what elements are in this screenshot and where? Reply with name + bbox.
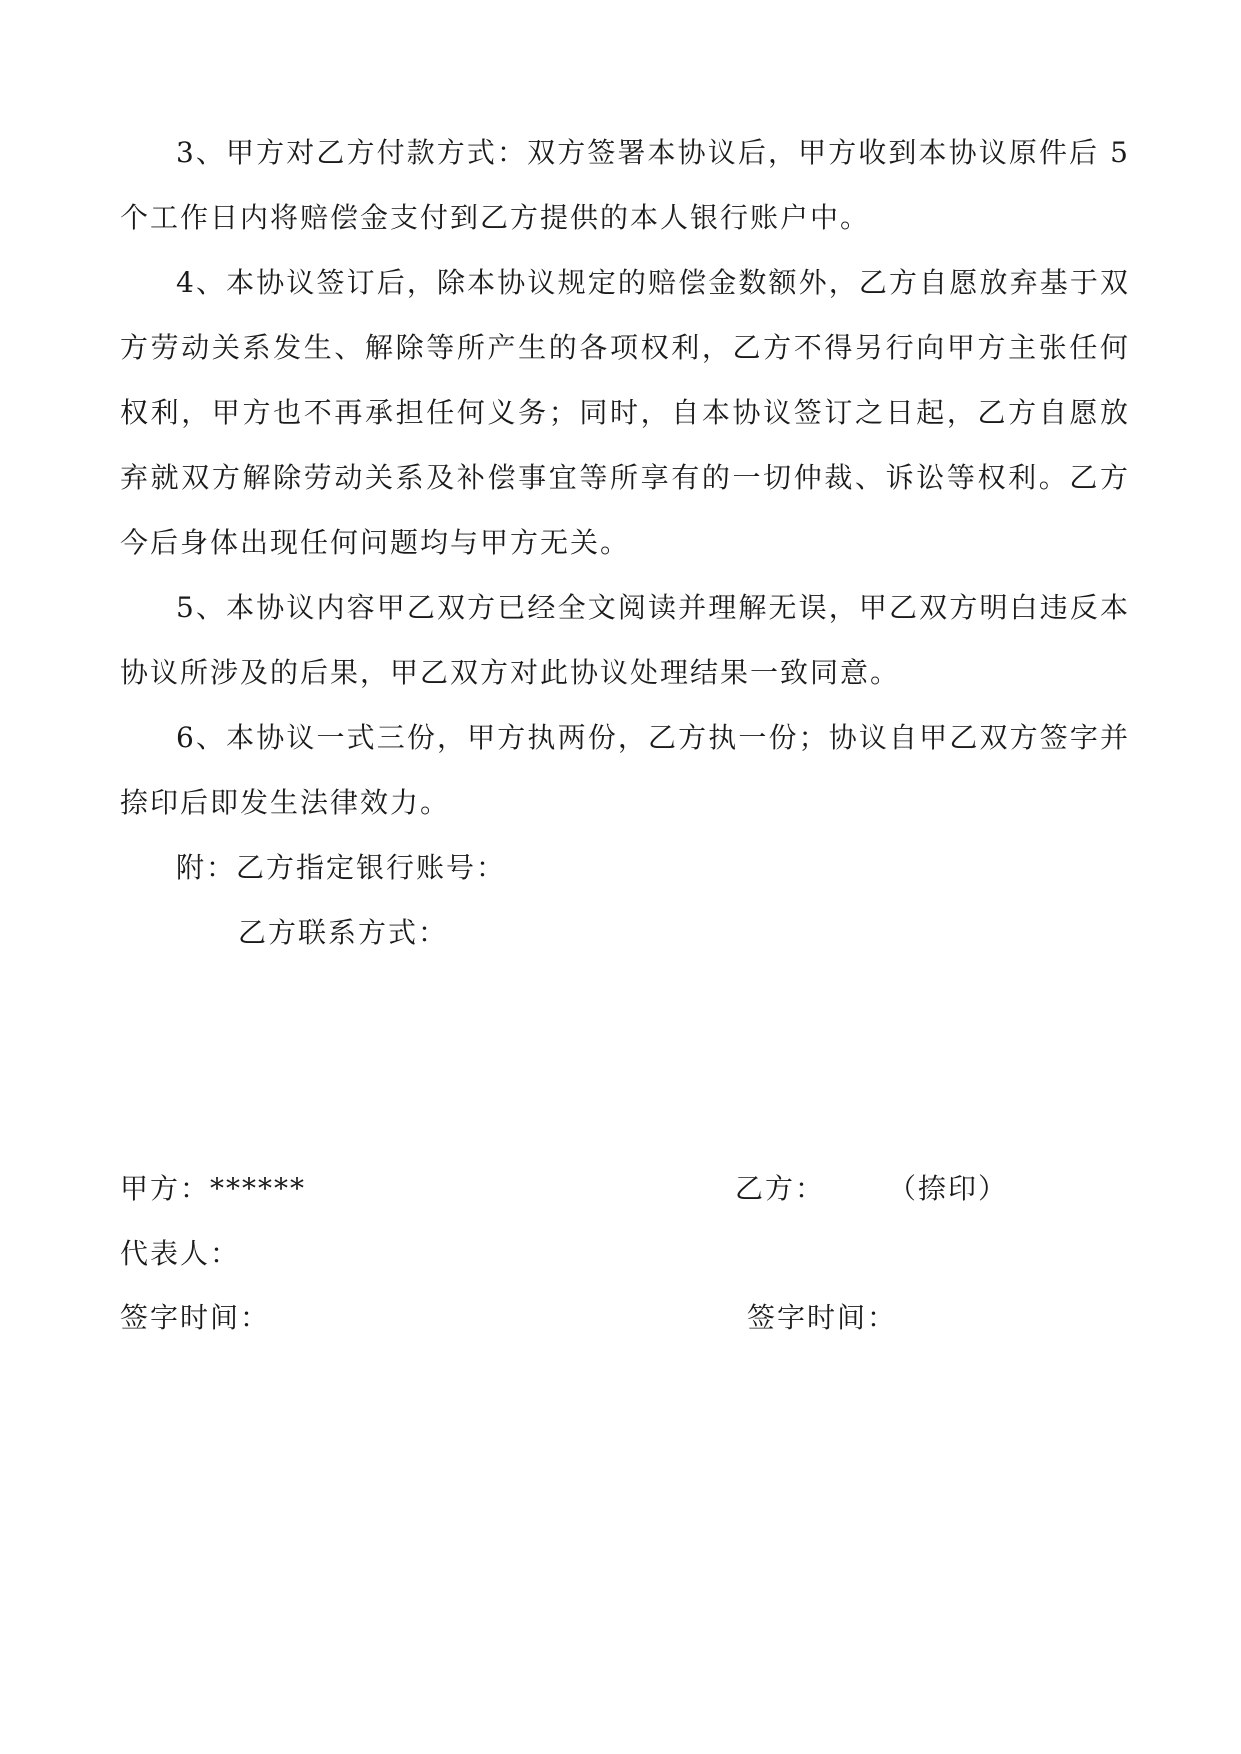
party-b-label: 乙方： xyxy=(735,1172,826,1205)
clause-4: 4、本协议签订后，除本协议规定的赔偿金数额外，乙方自愿放弃基于双方劳动关系发生、解除等所产生的各项权利，乙方不得另行向甲方主张任何权利，甲方也不再承担任何义务；同时，自本协议签订之日起，乙方自愿放弃就双方解除劳动关系及补偿事宜等所享有的一切仲裁、诉讼等权利。乙方今后身体出现任何问题均与甲方无关。 xyxy=(120,266,1130,559)
party-a-sign-time: 签字时间： xyxy=(120,1301,271,1334)
party-a-representative: 代表人： xyxy=(120,1237,241,1270)
agreement-body xyxy=(120,120,1130,965)
party-b-sign-time: 签字时间： xyxy=(747,1301,898,1334)
attachment-contact: 乙方联系方式： xyxy=(238,916,449,949)
attachment-bank-account: 附：乙方指定银行账号： xyxy=(176,851,507,884)
clause-6: 6、本协议一式三份，甲方执两份，乙方执一份；协议自甲乙双方签字并捺印后即发生法律效力。 xyxy=(120,721,1130,819)
party-a-label: 甲方：****** xyxy=(120,1172,307,1205)
party-b-fingerprint-seal: （捺印） xyxy=(888,1172,1009,1205)
clause-3: 3、甲方对乙方付款方式：双方签署本协议后，甲方收到本协议原件后 5 个工作日内将赔偿金支付到乙方提供的本人银行账户中。 xyxy=(120,136,1130,234)
clause-5: 5、本协议内容甲乙双方已经全文阅读并理解无误，甲乙双方明白违反本协议所涉及的后果，甲乙双方对此协议处理结果一致同意。 xyxy=(120,591,1130,689)
